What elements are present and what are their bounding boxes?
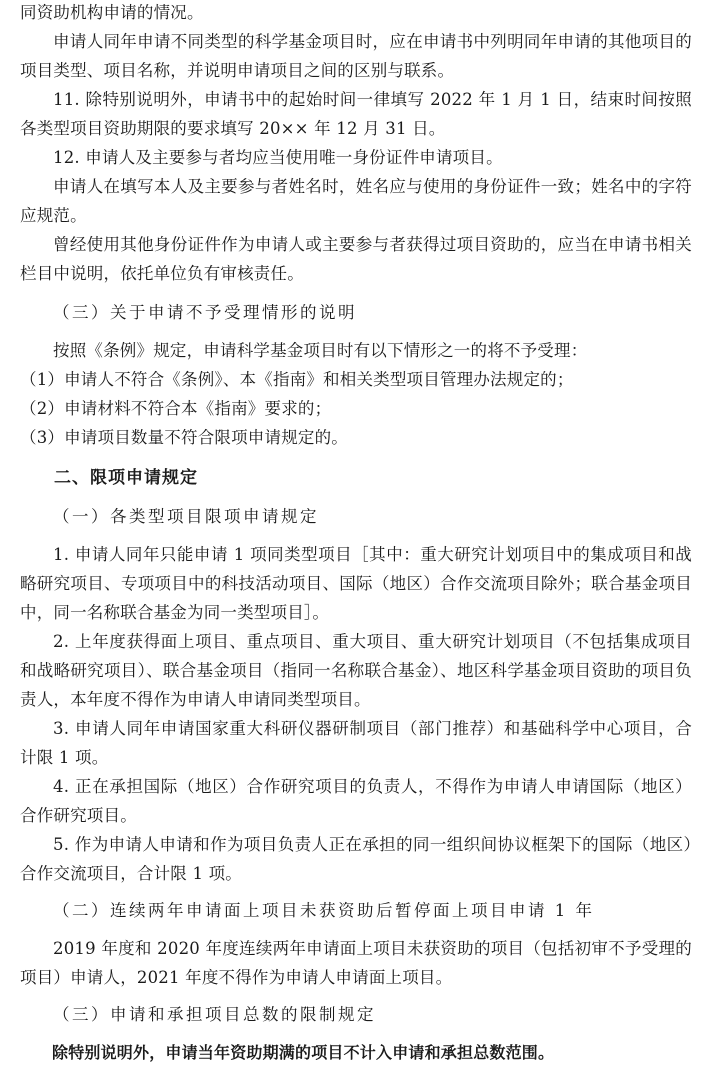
- paragraph-other-id-documents: 曾经使用其他身份证件作为申请人或主要参与者获得过项目资助的，应当在申请书相关栏目中说明，依托单位负有审核责任。: [20, 235, 692, 283]
- section-heading-limit-rules: 二、限项申请规定: [54, 468, 198, 488]
- limit-rule-1: 1. 申请人同年只能申请 1 项同类型项目［其中：重大研究计划项目中的集成项目和战略研究项目、专项项目中的科技活动项目、国际（地区）合作交流项目除外；联合基金项目中，同一名称联合基金为同一类型项目］。: [20, 545, 692, 622]
- limit-rule-2: 2. 上年度获得面上项目、重点项目、重大项目、重大研究计划项目（不包括集成项目和战略研究项目）、联合基金项目（指同一名称联合基金）、地区科学基金项目资助的项目负责人，本年度不得作为申请人申请同类型项目。: [20, 632, 692, 709]
- paragraph-same-year-applications: 申请人同年申请不同类型的科学基金项目时，应在申请书中列明同年申请的其他项目的项目类型、项目名称，并说明申请项目之间的区别与联系。: [20, 32, 692, 80]
- list-item: （3）申请项目数量不符合限项申请规定的。: [20, 428, 348, 447]
- subsection-heading-total-limits: （三）申请和承担项目总数的限制规定: [53, 1005, 376, 1024]
- limit-rule-3: 3. 申请人同年申请国家重大科研仪器研制项目（部门推荐）和基础科学中心项目，合计限 1 项。: [20, 719, 692, 767]
- paragraph-not-accepted-intro: 按照《条例》规定，申请科学基金项目时有以下情形之一的将不予受理：: [53, 341, 588, 360]
- list-item: （1）申请人不符合《条例》、本《指南》和相关类型项目管理办法规定的；: [20, 370, 574, 389]
- list-item: （2）申请材料不符合本《指南》要求的；: [20, 399, 332, 418]
- paragraph-total-limits: 除特别说明外，申请当年资助期满的项目不计入申请和承担总数范围。: [52, 1043, 555, 1062]
- paragraph-name-consistency: 申请人在填写本人及主要参与者姓名时，姓名应与使用的身份证件一致；姓名中的字符应规范。: [20, 177, 692, 225]
- paragraph-suspension: 2019 年度和 2020 年度连续两年申请面上项目未获资助的项目（包括初审不予受理的项目）申请人，2021 年度不得作为申请人申请面上项目。: [20, 939, 692, 987]
- limit-rule-5: 5. 作为申请人申请和作为项目负责人正在承担的同一组织间协议框架下的国际（地区）合作交流项目，合计限 1 项。: [20, 835, 692, 883]
- paragraph-continuation: 同资助机构申请的情况。: [20, 3, 204, 22]
- subsection-heading-suspension: （二）连续两年申请面上项目未获资助后暂停面上项目申请 1 年: [53, 901, 595, 920]
- paragraph-rule-11: 11. 除特别说明外，申请书中的起始时间一律填写 2022 年 1 月 1 日，结束时间按照各类型项目资助期限的要求填写 20×× 年 12 月 31 日。: [20, 90, 692, 138]
- subsection-heading-not-accepted: （三）关于申请不予受理情形的说明: [53, 303, 357, 322]
- limit-rule-4: 4. 正在承担国际（地区）合作研究项目的负责人，不得作为申请人申请国际（地区）合作研究项目。: [20, 777, 692, 825]
- paragraph-rule-12: 12. 申请人及主要参与者均应当使用唯一身份证件申请项目。: [53, 148, 503, 167]
- subsection-heading-type-limits: （一）各类型项目限项申请规定: [53, 507, 319, 526]
